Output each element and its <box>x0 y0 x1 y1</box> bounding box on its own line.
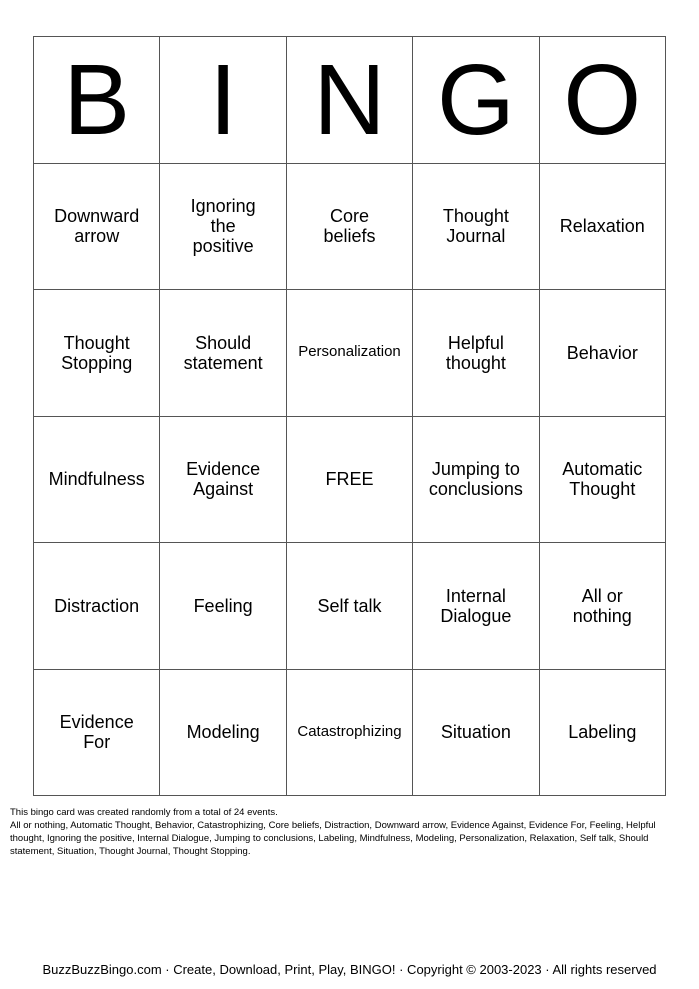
bingo-cell: Core beliefs <box>287 164 413 291</box>
bingo-card <box>33 36 666 796</box>
bingo-cell: Evidence For <box>34 670 160 797</box>
bingo-cell: Automatic Thought <box>540 417 666 544</box>
bingo-cell: Helpful thought <box>413 290 539 417</box>
bingo-cell: Situation <box>413 670 539 797</box>
free-space: FREE <box>287 417 413 544</box>
bingo-cell: All or nothing <box>540 543 666 670</box>
footer-copyright: BuzzBuzzBingo.com · Create, Download, Print, Play, BINGO! · Copyright © 2003-2023 · All rights reserved <box>42 962 657 977</box>
bingo-cell: Labeling <box>540 670 666 797</box>
bingo-cell: Evidence Against <box>160 417 286 544</box>
bingo-cell: Personalization <box>287 290 413 417</box>
bingo-cell: Ignoring the positive <box>160 164 286 291</box>
card-info-events: All or nothing, Automatic Thought, Behavior, Catastrophizing, Core beliefs, Distraction, Downward arrow, Evidence Against, Evidence For, Feeling, Helpful thought, Ignoring the positive, Internal Dialogue, Jumping to conclusions, Labeling, Mindfulness, Modeling, Personalization, Relaxation, Self talk, Should statement, Situation, Thought Journal, Thought Stopping. <box>10 820 656 857</box>
bingo-cell: Modeling <box>160 670 286 797</box>
bingo-cell: Distraction <box>34 543 160 670</box>
card-info <box>10 806 692 858</box>
header-letter-o: O <box>540 37 666 164</box>
bingo-cell: Should statement <box>160 290 286 417</box>
bingo-cell: Internal Dialogue <box>413 543 539 670</box>
header-letter-n: N <box>287 37 413 164</box>
bingo-cell: Jumping to conclusions <box>413 417 539 544</box>
header-letter-i: I <box>160 37 286 164</box>
bingo-cell: Thought Journal <box>413 164 539 291</box>
header-letter-g: G <box>413 37 539 164</box>
bingo-cell: Thought Stopping <box>34 290 160 417</box>
bingo-cell: Downward arrow <box>34 164 160 291</box>
bingo-cell: Relaxation <box>540 164 666 291</box>
header-letter-b: B <box>34 37 160 164</box>
bingo-cell: Self talk <box>287 543 413 670</box>
bingo-cell: Mindfulness <box>34 417 160 544</box>
bingo-cell: Catastrophizing <box>287 670 413 797</box>
card-info-summary: This bingo card was created randomly from a total of 24 events. <box>10 807 278 818</box>
bingo-cell: Feeling <box>160 543 286 670</box>
bingo-cell: Behavior <box>540 290 666 417</box>
